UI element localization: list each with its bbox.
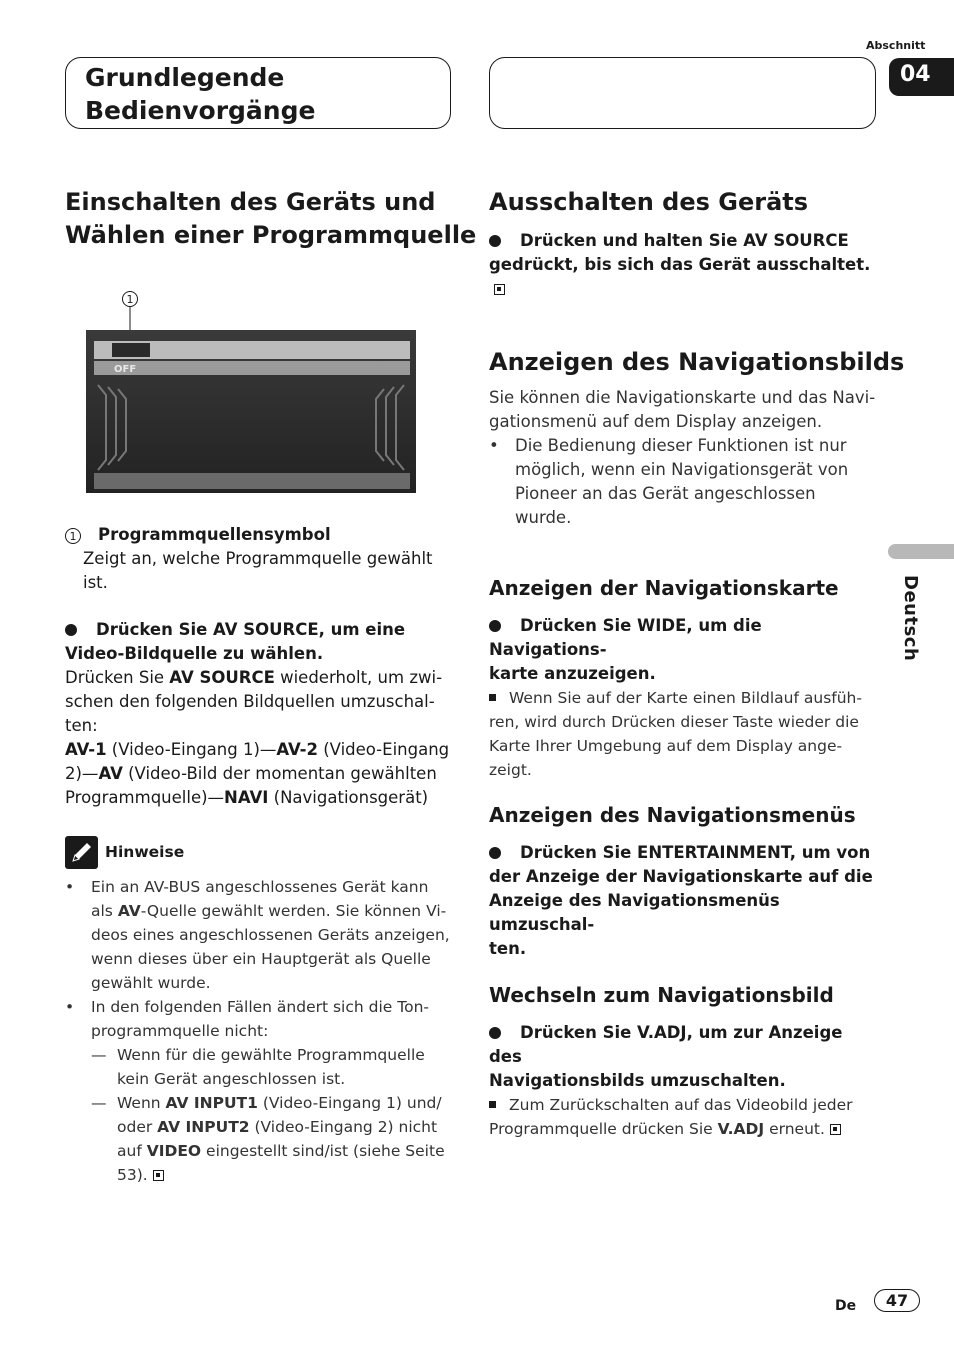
step-power-off	[489, 229, 877, 301]
end-mark-icon	[830, 1124, 841, 1135]
text: Karte Ihrer Umgebung auf dem Display ange-	[489, 737, 843, 755]
text: möglich, wenn ein Navigationsgerät von	[515, 460, 849, 479]
source-navi: NAVI	[224, 788, 269, 807]
note-line: Ein an AV-BUS angeschlossenes Gerät kann	[91, 878, 429, 896]
text: gationsmenü auf dem Display anzeigen.	[489, 412, 823, 431]
step-title-line: Drücken Sie WIDE, um die Navigations-	[489, 616, 762, 659]
note-line: programmquelle nicht:	[91, 1022, 269, 1040]
bullet-icon: •	[65, 998, 75, 1016]
pencil-icon	[65, 836, 98, 869]
step-select-source	[65, 618, 453, 810]
note-line: wenn dieses über ein Hauptgerät als Quelle	[91, 950, 431, 968]
text: als	[91, 902, 118, 920]
text: (Navigationsgerät)	[268, 788, 429, 807]
caption-description: Zeigt an, welche Programmquelle gewählt ist.	[83, 549, 433, 592]
text: (Video-Eingang	[317, 740, 450, 759]
step-show-menu	[489, 841, 877, 961]
step-title-line: karte anzuzeigen.	[489, 664, 656, 683]
note-line: Wenn für die gewählte Programmquelle	[117, 1046, 425, 1064]
subheading-menu: Anzeigen des Navigationsmenüs	[489, 803, 856, 827]
step-title-line: ten.	[489, 939, 527, 958]
step-title-line: Drücken Sie ENTERTAINMENT, um von	[520, 843, 871, 862]
note-line: kein Gerät angeschlossen ist.	[117, 1070, 346, 1088]
text: ren, wird durch Drücken dieser Taste wieder die	[489, 713, 859, 731]
chapter-title-box	[65, 57, 451, 129]
heading-line: Wählen einer Programmquelle	[65, 221, 477, 249]
text: 2)—	[65, 764, 99, 783]
heading-line: Einschalten des Geräts und	[65, 188, 436, 216]
subheading-map: Anzeigen der Navigationskarte	[489, 576, 839, 600]
text: Pioneer an das Gerät angeschlossen	[515, 484, 816, 503]
notes-list	[65, 875, 453, 1187]
note-line: In den folgenden Fällen ändert sich die Ton-	[91, 998, 429, 1016]
text: Zum Zurückschalten auf das Videobild jeder	[509, 1096, 853, 1114]
text-bold: V.ADJ	[717, 1120, 765, 1138]
text: erneut.	[764, 1120, 825, 1138]
step-title-line: Drücken Sie AV SOURCE, um eine	[96, 620, 406, 639]
step-title-line: der Anzeige der Navigationskarte auf die	[489, 867, 873, 886]
text: Wenn	[117, 1094, 166, 1112]
text: (Video-Eingang 2) nicht	[249, 1118, 438, 1136]
text: (Video-Eingang 1) und/	[257, 1094, 442, 1112]
section-label: Abschnitt	[866, 39, 926, 52]
text-bold: AV INPUT2	[157, 1118, 250, 1136]
text-bold: AV	[117, 902, 141, 920]
header-empty-box	[489, 57, 876, 129]
text: wurde.	[515, 508, 572, 527]
step-title-line: Video-Bildquelle zu wählen.	[65, 644, 324, 663]
caption-number: 1	[65, 528, 81, 544]
source-av: AV	[98, 764, 123, 783]
step-title-line: Drücken Sie V.ADJ, um zur Anzeige des	[489, 1023, 843, 1066]
sub-note-item	[91, 1043, 445, 1091]
language-tab-marker	[888, 544, 954, 559]
dash-icon: —	[91, 1046, 107, 1064]
note-line: deos eines angeschlossenen Geräts anzeigen,	[91, 926, 450, 944]
notes-title: Hinweise	[105, 843, 185, 861]
text: Wenn Sie auf der Karte einen Bildlauf ausfüh-	[509, 689, 862, 707]
chapter-badge: 04	[889, 58, 954, 96]
bullet-icon	[489, 1027, 501, 1039]
display-off-label: OFF	[114, 364, 137, 375]
chapter-title-line1: Grundlegende	[85, 63, 285, 92]
text: (Video-Bild der momentan gewählten	[122, 764, 437, 783]
source-av1: AV-1	[65, 740, 107, 759]
text: Drücken Sie	[65, 668, 170, 687]
callout-number: 1	[122, 291, 138, 307]
side-language-label: Deutsch	[900, 575, 921, 662]
text: wiederholt, um zwi-	[274, 668, 443, 687]
dash-icon: —	[91, 1094, 107, 1112]
source-av2: AV-2	[276, 740, 318, 759]
text: (Video-Eingang 1)—	[106, 740, 277, 759]
footer-language: De	[835, 1298, 857, 1314]
text: eingestellt sind/ist (siehe Seite	[201, 1142, 445, 1160]
note-line: gewählt wurde.	[91, 974, 211, 992]
bullet-icon	[65, 624, 77, 636]
square-bullet-icon	[489, 1101, 496, 1108]
text: Die Bedienung dieser Funktionen ist nur	[515, 436, 847, 455]
end-mark-icon	[153, 1170, 164, 1181]
text: Programmquelle)—	[65, 788, 225, 807]
section-heading-power-on	[65, 186, 476, 252]
bullet-icon: •	[65, 878, 75, 896]
step-title-line: Navigationsbilds umzuschalten.	[489, 1071, 786, 1090]
text: oder	[117, 1118, 158, 1136]
end-mark-icon	[494, 284, 505, 295]
text-bold: VIDEO	[146, 1142, 202, 1160]
text: 53).	[117, 1166, 148, 1184]
page-number: 47	[874, 1289, 920, 1312]
text: schen den folgenden Bildquellen umzuschal-	[65, 692, 435, 711]
bullet-icon: •	[489, 436, 499, 455]
navigation-intro	[489, 386, 877, 530]
section-heading-navigation: Anzeigen des Navigationsbilds	[489, 348, 905, 376]
bullet-icon	[489, 235, 501, 247]
step-title-line: Drücken und halten Sie AV SOURCE	[520, 231, 849, 250]
text: auf	[117, 1142, 147, 1160]
note-item	[65, 875, 453, 995]
step-title-line: gedrückt, bis sich das Gerät ausschaltet.	[489, 255, 871, 274]
text-bold: AV INPUT1	[165, 1094, 258, 1112]
text: Sie können die Navigationskarte und das Navi-	[489, 388, 876, 407]
section-heading-power-off: Ausschalten des Geräts	[489, 188, 809, 216]
bullet-icon	[489, 847, 501, 859]
text: Programmquelle drücken Sie	[489, 1120, 718, 1138]
text: -Quelle gewählt werden. Sie können Vi-	[140, 902, 447, 920]
text: ten:	[65, 716, 98, 735]
chapter-title-line2: Bedienvorgänge	[85, 96, 316, 125]
figure-caption	[65, 523, 453, 595]
note-item	[65, 995, 453, 1187]
note-item	[489, 434, 877, 530]
step-show-map	[489, 614, 877, 782]
display-screen-figure	[86, 305, 418, 495]
text-bold: AV SOURCE	[169, 668, 275, 687]
step-switch-navigation	[489, 1021, 877, 1141]
step-title-line: Anzeige des Navigationsmenüs umzuschal-	[489, 891, 780, 934]
text: zeigt.	[489, 761, 532, 779]
subheading-switch: Wechseln zum Navigationsbild	[489, 983, 834, 1007]
bullet-icon	[489, 620, 501, 632]
sub-note-item	[91, 1091, 445, 1187]
caption-title: Programmquellensymbol	[98, 525, 331, 544]
square-bullet-icon	[489, 694, 496, 701]
